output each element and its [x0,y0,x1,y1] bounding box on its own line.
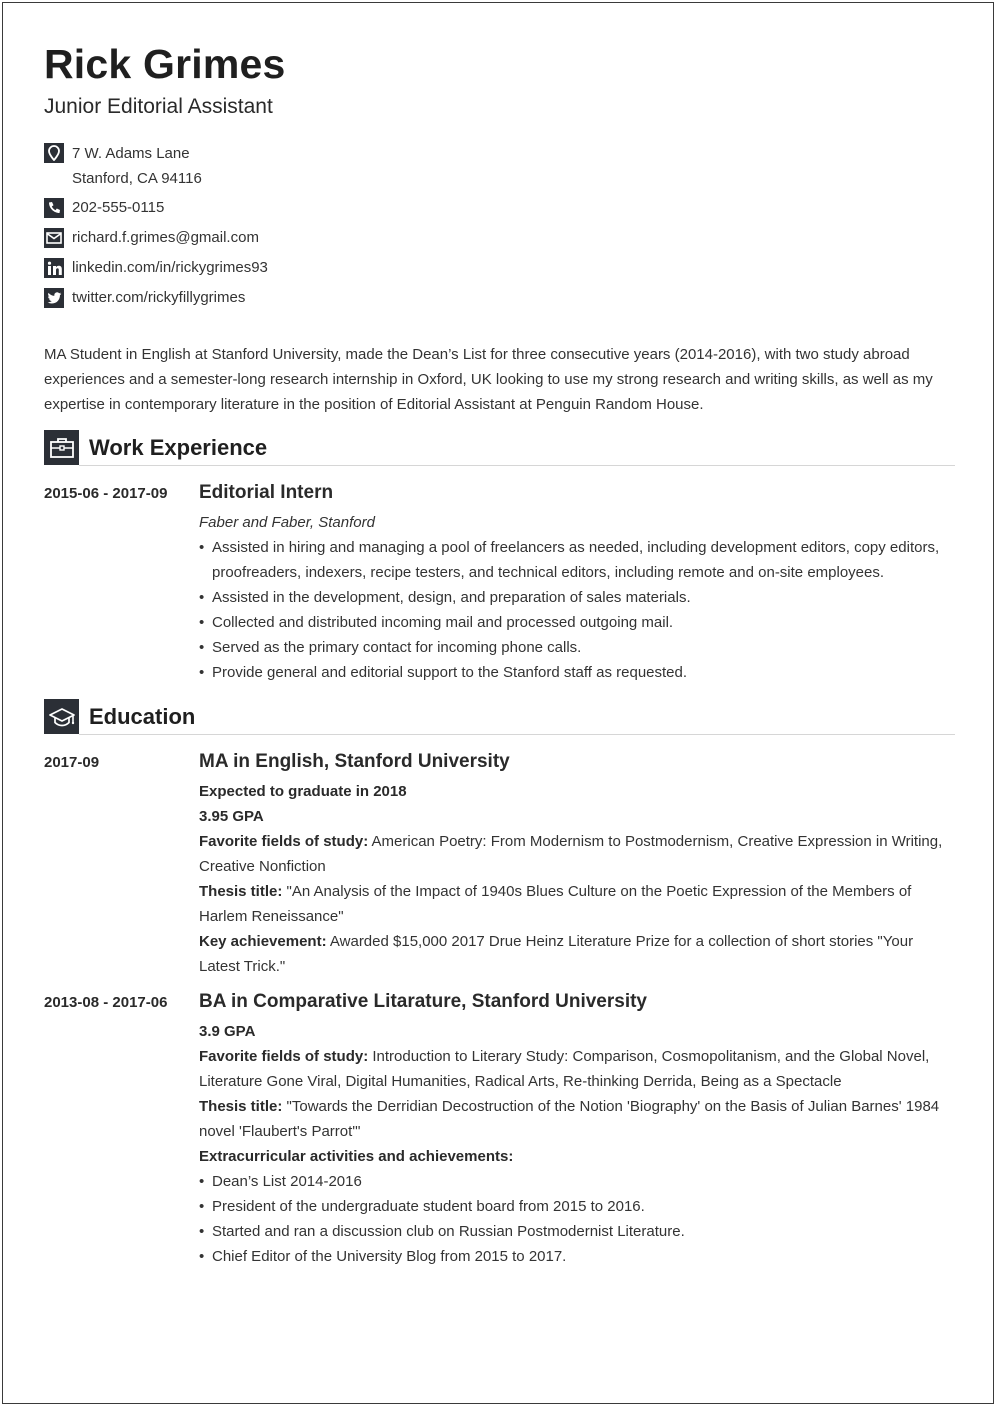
job-position: Editorial Intern [199,482,334,503]
list-item: • Provide general and editorial support to the Stanford staff as requested. [199,660,949,685]
list-item: • Dean’s List 2014-2016 [199,1169,949,1194]
section-divider [79,734,955,735]
section-divider [79,465,955,466]
phone-number: 202-555-0115 [72,199,165,216]
contact-linkedin [44,258,268,288]
degree-title: BA in Comparative Litarature, Stanford University [199,991,648,1012]
contact-list [44,143,268,318]
contact-email [44,228,268,258]
list-item: • Served as the primary contact for incoming phone calls. [199,635,949,660]
list-item: • Assisted in the development, design, and preparation of sales materials. [199,585,949,610]
extracurricular-list [199,1169,949,1269]
phone-icon [44,198,64,218]
education-header [44,699,955,735]
resume-page [2,2,994,1404]
list-item: • President of the undergraduate student board from 2015 to 2016. [199,1194,949,1219]
twitter-url[interactable]: twitter.com/rickyfillygrimes [72,289,246,306]
email-address[interactable]: richard.f.grimes@gmail.com [72,229,259,246]
key-achievement: Key achievement: Awarded $15,000 2017 Drue Heinz Literature Prize for a collection of short stories "Your Latest Trick." [199,933,914,975]
graduation-cap-icon [44,699,79,734]
address-line-1: 7 W. Adams Lane [72,145,190,162]
profile-summary: MA Student in English at Stanford University, made the Dean’s List for three consecutive years (2014-2016), with two study abroad experiences and a semester-long research internship in Oxford, UK looking to use my strong research and writing skills, as well as my expertise in contemporary literature in the position of Editorial Assistant at Penguin Random House. [44,346,933,413]
list-item: • Collected and distributed incoming mail and processed outgoing mail. [199,610,949,635]
linkedin-icon [44,258,64,278]
work-experience-header [44,430,955,466]
fields-of-study: Favorite fields of study: American Poetry: From Modernism to Postmodernism, Creative Expression in Writing, Creative Nonfiction [199,833,943,875]
contact-twitter [44,288,268,318]
linkedin-url[interactable]: linkedin.com/in/rickygrimes93 [72,259,268,276]
list-item: • Assisted in hiring and managing a pool of freelancers as needed, including development editors, copy editors, proofreaders, indexers, recipe testers, and technical editors, including remote and on-site employees. [199,535,949,585]
contact-address [44,143,268,198]
job-date: 2015-06 - 2017-09 [44,485,168,502]
fields-of-study: Favorite fields of study: Introduction to Literary Study: Comparison, Cosmopolitanism, and the Global Novel, Literature Gone Viral, Digital Humanities, Radical Arts, Re-thinking Derrida, Being as a Spectacle [199,1048,930,1090]
job-title: Junior Editorial Assistant [44,95,273,118]
expected-graduation: Expected to graduate in 2018 [199,783,407,800]
education-title: Education [89,704,196,729]
work-experience-title: Work Experience [89,435,268,460]
thesis: Thesis title: "Towards the Derridian Decostruction of the Notion 'Biography' on the Basis of Julian Barnes' 1984 novel 'Flaubert's Parrot'" [199,1098,940,1140]
address-line-2: Stanford, CA 94116 [72,170,202,187]
list-item: • Started and ran a discussion club on Russian Postmodernist Literature. [199,1219,949,1244]
thesis: Thesis title: "An Analysis of the Impact of 1940s Blues Culture on the Poetic Expression of the Members of Harlem Reneissance" [199,883,912,925]
briefcase-icon [44,430,79,465]
candidate-name: Rick Grimes [44,41,286,87]
job-bullets [199,535,949,685]
envelope-icon [44,228,64,248]
education-date: 2017-09 [44,754,100,771]
twitter-bird-icon [44,288,64,308]
gpa: 3.95 GPA [199,808,264,825]
education-date: 2013-08 - 2017-06 [44,994,168,1011]
extracurricular-label: Extracurricular activities and achievements: [199,1148,514,1165]
gpa: 3.9 GPA [199,1023,256,1040]
location-pin-icon [44,143,64,163]
list-item: • Chief Editor of the University Blog from 2015 to 2017. [199,1244,949,1269]
contact-phone [44,198,268,228]
degree-title: MA in English, Stanford University [199,751,510,772]
job-company: Faber and Faber, Stanford [199,514,375,531]
